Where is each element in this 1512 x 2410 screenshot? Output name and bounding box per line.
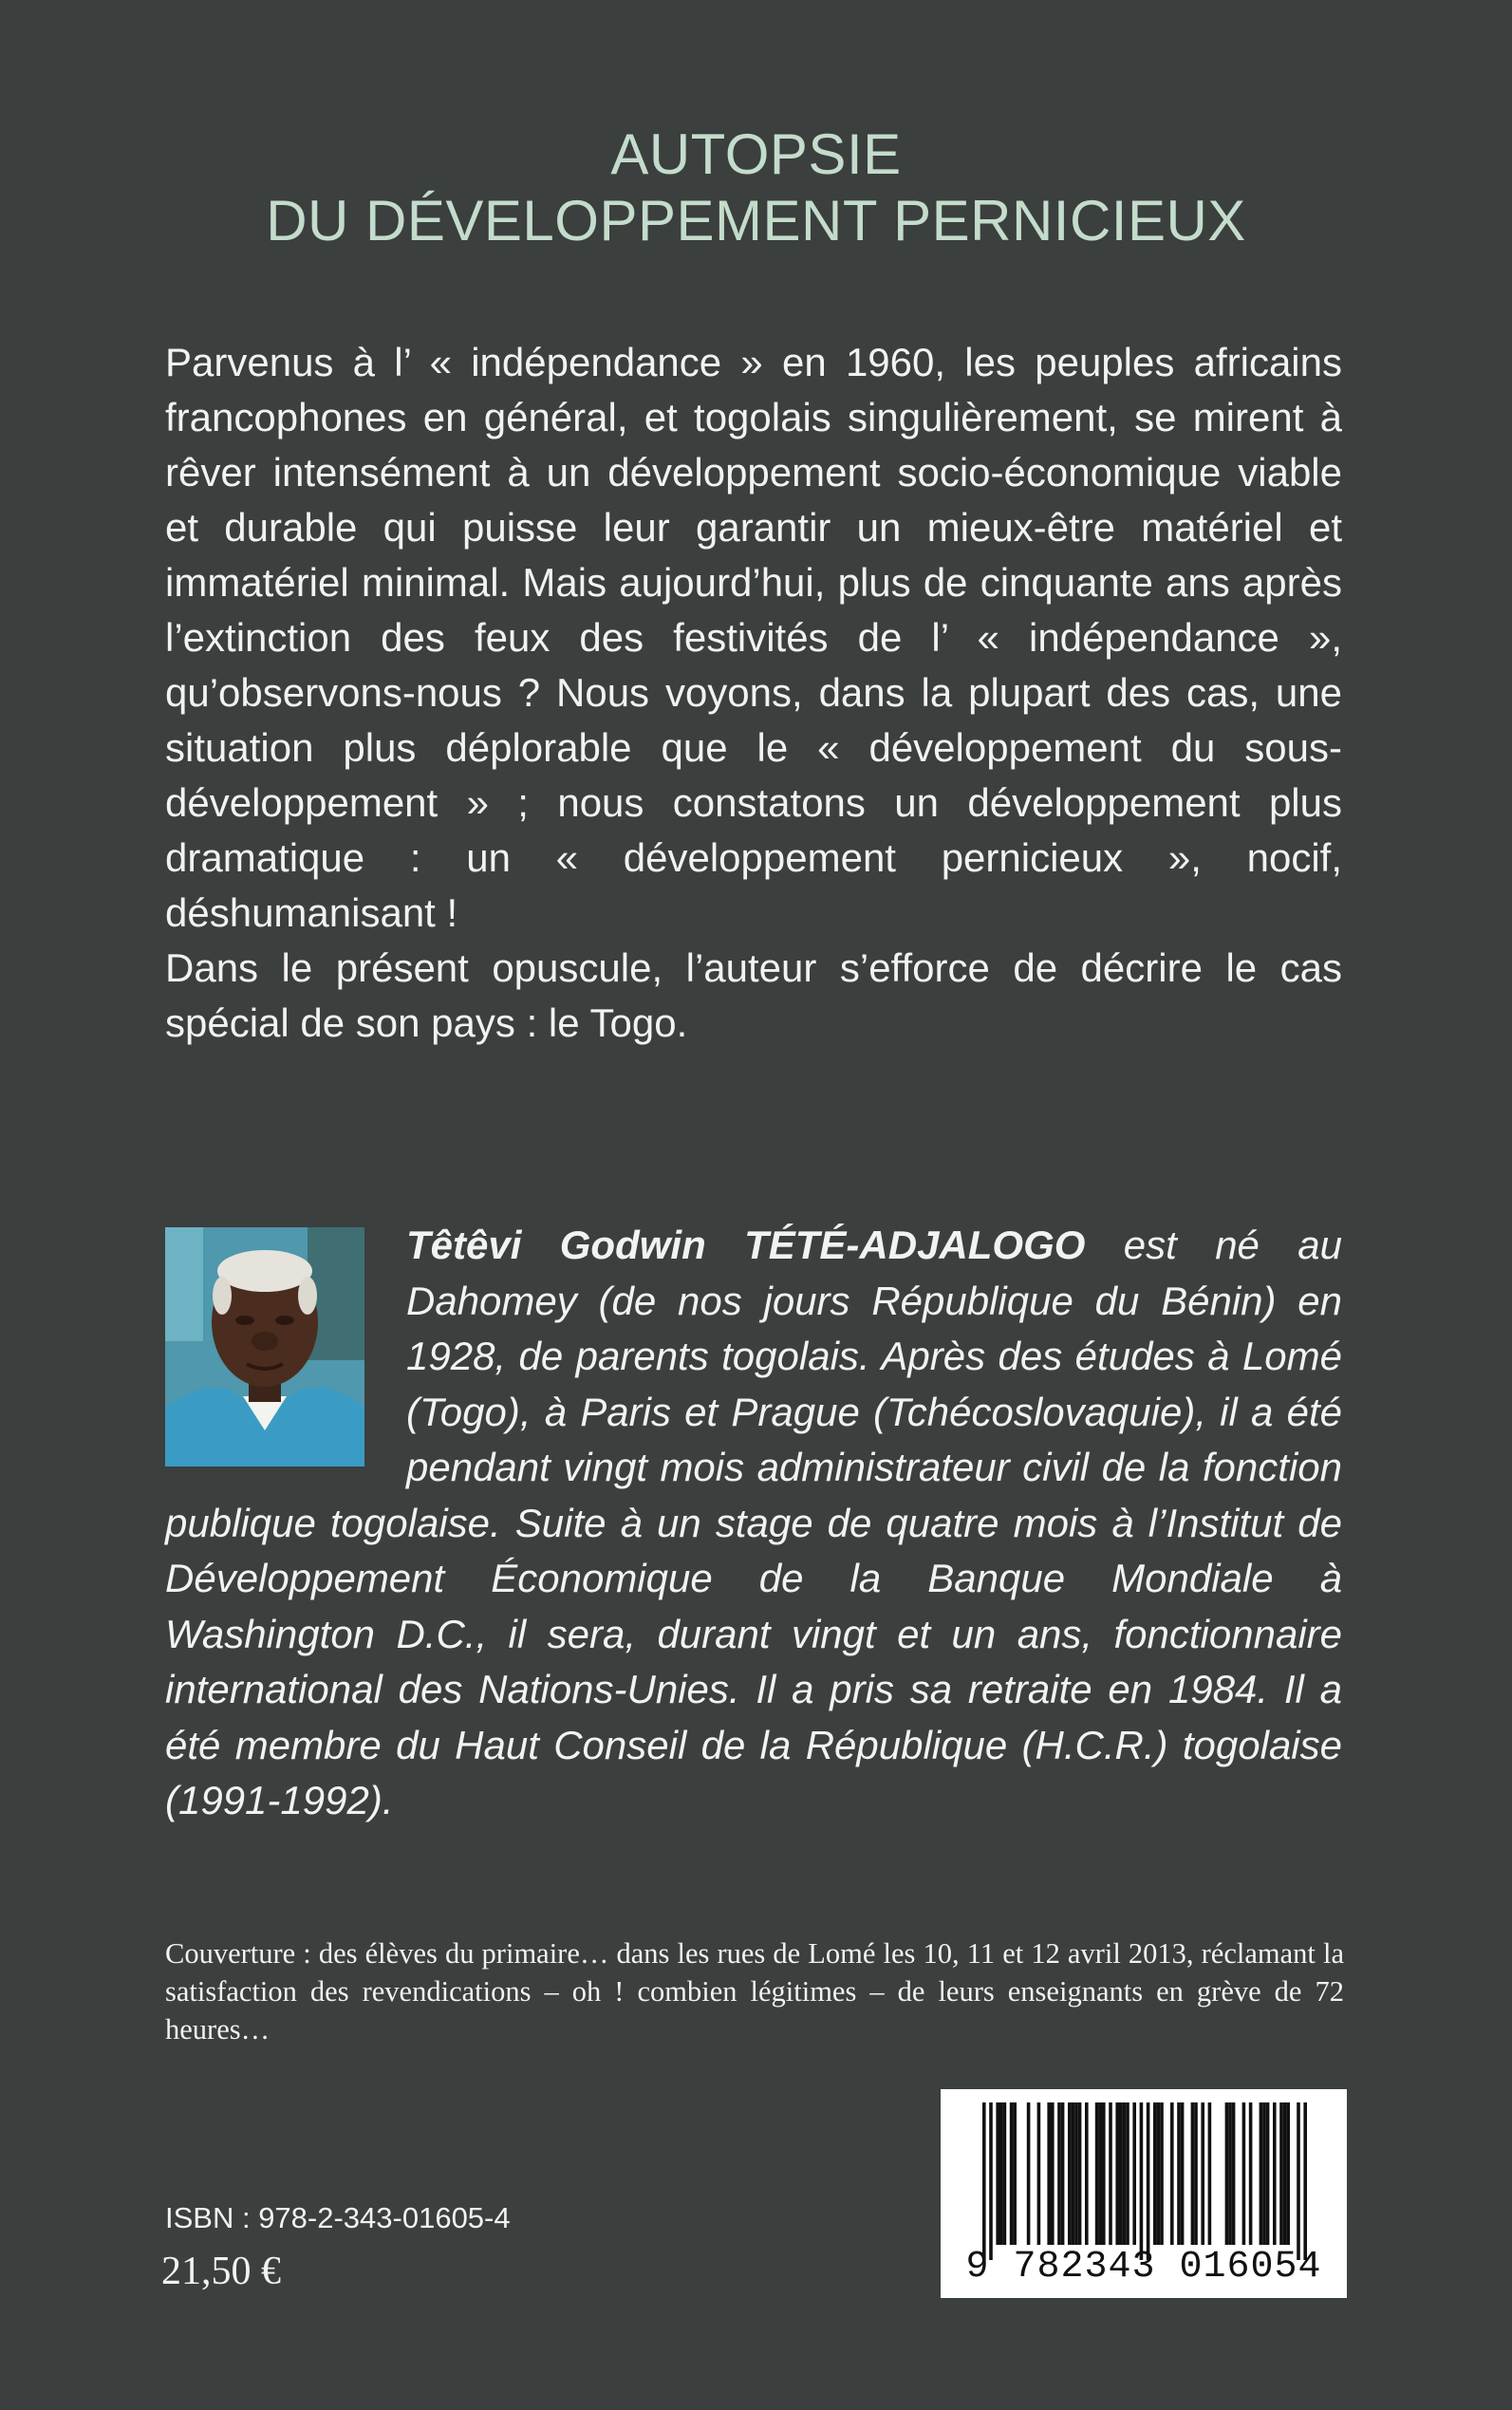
barcode-bar — [1078, 2102, 1082, 2245]
barcode-bar — [1286, 2102, 1290, 2245]
barcode-bar — [1232, 2102, 1236, 2245]
barcode-bar — [1109, 2102, 1112, 2245]
barcode-bar — [1072, 2102, 1075, 2245]
author-bio-text: est né au Dahomey (de nos jours République du Bénin) en 1928, de parents togolais. Après des études à Lomé (Togo), à Paris et Prague (Tchécoslovaquie), il a été pendant vingt mois administrateur civil de la fonction publique togolaise. Suite à un stage de quatre mois à l’Institut de Développement Économique de la Banque Mondiale à Washington D.C., il sera, durant vingt et un ans, fonctionnaire international des Nations-Unies. Il a pris sa retraite en 1984. Il a été membre du Haut Conseil de la République (H.C.R.) togolaise (1991-1992). — [165, 1223, 1342, 1822]
barcode-bar — [1273, 2102, 1277, 2245]
barcode-bar — [1160, 2102, 1164, 2245]
barcode-bar — [1297, 2102, 1300, 2260]
cover-credits: Couverture : des élèves du primaire… dans les rues de Lomé les 10, 11 et 12 avril 2013, réclamant la satisfaction des revendications – oh ! combien légitimes – de leurs enseignants en grève de 72 heures… — [165, 1937, 1344, 2046]
barcode-bar — [1061, 2102, 1065, 2245]
barcode-bar — [1279, 2102, 1283, 2245]
author-biography — [165, 1218, 1342, 1829]
barcode-digits: 9 782343 016054 — [965, 2246, 1322, 2289]
barcode-bar — [1037, 2102, 1041, 2245]
barcode-bar — [1085, 2102, 1089, 2245]
barcode-bar — [1010, 2102, 1014, 2245]
barcode-bar — [989, 2102, 993, 2260]
barcode-bar — [1095, 2102, 1099, 2245]
isbn-number: ISBN : 978-2-343-01605-4 — [165, 2201, 511, 2234]
barcode-bar — [1177, 2102, 1181, 2245]
barcode-bar — [999, 2102, 1003, 2245]
barcode-bar — [1126, 2102, 1129, 2245]
barcode-bar — [1074, 2102, 1078, 2245]
barcode-bar — [1027, 2102, 1031, 2245]
barcode-bar — [1249, 2102, 1253, 2245]
barcode-bar — [1102, 2102, 1106, 2245]
barcode-bar — [996, 2102, 999, 2245]
book-summary — [165, 335, 1342, 1051]
barcode-bar — [1260, 2102, 1263, 2245]
barcode-bar — [1283, 2102, 1287, 2245]
barcode-bar — [1228, 2102, 1232, 2245]
barcode-bar — [1191, 2102, 1195, 2245]
barcode-bar — [1123, 2102, 1127, 2245]
barcode-bar — [1003, 2102, 1007, 2245]
author-name: Têtêvi Godwin TÉTÉ-ADJALOGO — [406, 1223, 1086, 1267]
summary-paragraph-2: Dans le présent opuscule, l’auteur s’efforce de décrire le cas spécial de son pays : le Togo. — [165, 945, 1342, 1045]
barcode-bar — [1157, 2102, 1161, 2245]
barcode-bar — [1181, 2102, 1185, 2245]
barcode-bar — [1098, 2102, 1102, 2245]
barcode-bar — [1225, 2102, 1229, 2245]
barcode-bar — [1057, 2102, 1061, 2245]
barcode-bar — [1170, 2102, 1174, 2245]
barcode — [941, 2089, 1347, 2298]
barcode-bar — [1242, 2102, 1246, 2245]
barcode-bar — [1119, 2102, 1123, 2245]
barcode-bar — [1068, 2102, 1072, 2245]
book-price: 21,50 € — [161, 2250, 281, 2293]
barcode-bar — [1115, 2102, 1119, 2245]
photo-spacer — [165, 1218, 406, 1470]
barcode-bar — [1194, 2102, 1198, 2245]
summary-paragraph-1: Parvenus à l’ « indépendance » en 1960, les peuples africains francophones en général, et togolais singulièrement, se mirent à rêver intensément à un développement socio-économique viable et durable qui puisse leur garantir un mieux-être matériel et immatériel minimal. Mais aujourd’hui, plus de cinquante ans après l’extinction des feux des festivités de l’ « indépendance », qu’observons-nous ? Nous voyons, dans la plupart des cas, une situation plus déplorable que le « développement du sous-développement » ; nous constatons un développement plus dramatique : un « développement pernicieux », nocif, déshumanisant ! — [165, 340, 1342, 935]
barcode-bar — [1266, 2102, 1270, 2245]
barcode-bar — [1303, 2102, 1307, 2260]
barcode-bar — [1013, 2102, 1017, 2245]
book-title-line-1: AUTOPSIE — [610, 122, 902, 186]
barcode-bar — [1201, 2102, 1204, 2245]
barcode-bar — [1262, 2102, 1266, 2245]
barcode-bar — [1047, 2102, 1051, 2245]
barcode-bar — [1140, 2102, 1144, 2260]
barcode-bar — [1208, 2102, 1212, 2245]
barcode-bar — [1153, 2102, 1157, 2245]
book-title — [0, 121, 1512, 254]
barcode-bar — [982, 2102, 986, 2260]
barcode-bar — [1051, 2102, 1055, 2245]
book-title-line-2: DU DÉVELOPPEMENT PERNICIEUX — [266, 189, 1246, 252]
barcode-bar — [1132, 2102, 1136, 2245]
barcode-bar — [1147, 2102, 1150, 2260]
